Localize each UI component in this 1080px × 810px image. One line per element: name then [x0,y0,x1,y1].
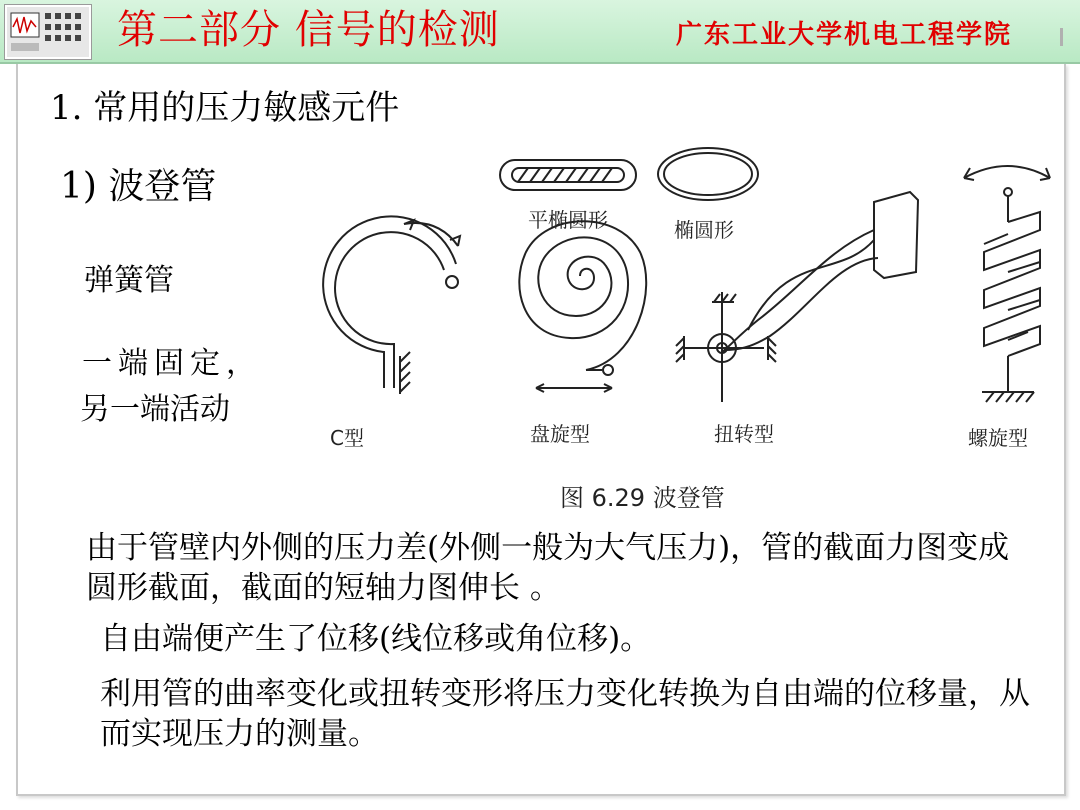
helical-tube-icon [964,166,1050,402]
label-helical: 螺旋型 [968,426,1028,450]
figure-caption: 图 6.29 波登管 [560,484,725,512]
side-note-spring-tube: 弹簧管 [84,263,174,298]
header-title: 第二部分 信号的检测 [117,7,500,53]
label-flat-oval: 平椭圆形 [528,208,608,232]
flat-oval-section-icon [500,160,636,190]
paragraph-measurement-principle: 利用管的曲率变化或扭转变形将压力变化转换为自由端的位移量，从而实现压力的测量。 [100,676,1030,752]
logo [4,4,92,60]
oval-section-icon [658,148,758,200]
spiral-tube-icon [519,221,646,392]
label-c-type: C型 [330,426,364,450]
paragraph-free-end-displacement: 自由端便产生了位移(线位移或角位移)。 [100,621,652,657]
paragraph-pressure-difference: 由于管壁内外侧的压力差(外侧一般为大气压力)，管的截面力图变成圆形截面，截面的短轴力图伸长 。 [86,530,1010,606]
side-note-free-end: 另一端活动 [80,392,230,427]
slide-header [0,0,1080,64]
bourdon-tube-figure [318,140,1062,512]
label-oval: 椭圆形 [674,218,734,242]
bourdon-tube-illustration [318,140,1062,512]
label-twisted: 扭转型 [714,422,774,446]
header-divider [1060,28,1063,46]
institution-name: 广东工业大学机电工程学院 [676,20,1013,50]
section-title: 1. 常用的压力敏感元件 [50,88,400,128]
subsection-title: 1) 波登管 [60,166,217,207]
c-type-tube-icon [323,216,460,394]
side-note-fixed-end: 一端固定， [82,346,262,381]
label-spiral: 盘旋型 [530,422,590,446]
